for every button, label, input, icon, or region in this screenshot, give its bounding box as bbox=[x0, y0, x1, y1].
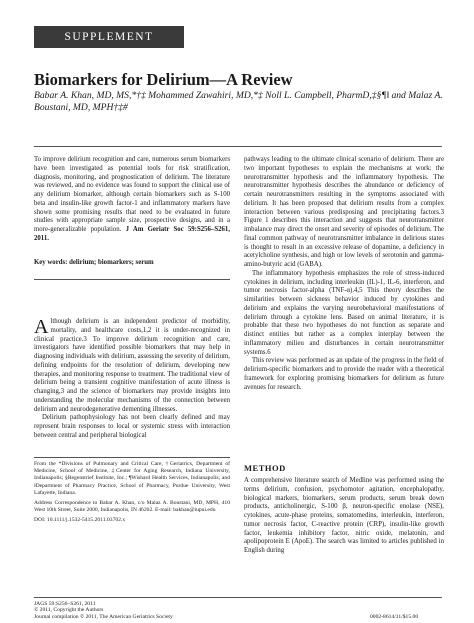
doi-note: DOI: 10.1111/j.1532-5415.2011.03702.x bbox=[34, 517, 126, 524]
footnotes bbox=[34, 457, 230, 528]
drop-cap: A bbox=[34, 316, 49, 338]
abstract-divider bbox=[34, 279, 230, 280]
journal-footer bbox=[34, 601, 173, 620]
method-heading: METHOD bbox=[244, 463, 286, 473]
footnote-divider bbox=[34, 457, 230, 458]
intro-paragraph-4: The inflammatory hypothesis emphasizes the role of stress-induced cytokines in delirium, including interleukin (IL)-1, IL-6, interferon, and tumor necrosis factor-alpha (TNF-α).4,5 This theory describes the similarities between sickness behavior induced by cytokines and delirium and explains the varying neurobehavioral manifestations of delirium through a cytokine lens. Based on animal literature, it is probable that these two hypotheses do not function as separate and distinct entities but rather as a complex interplay between the inflammatory milieu and disturbances in certain neurotransmitter systems.6 bbox=[244, 269, 444, 356]
author-list: Babar A. Khan, MD, MS,*†‡ Mohammed Zawahiri, MD,*‡ Noll L. Campbell, PharmD,‡§¶‖ and Malaz A. Boustani, MD, MPH†‡# bbox=[34, 90, 443, 113]
issn-price: 0002-8614/11/$15.00 bbox=[370, 614, 419, 620]
method-section bbox=[244, 477, 444, 592]
abstract-text: To improve delirium recognition and care, numerous serum biomarkers have been investigated as potential tools for risk stratification, diagnosis, monitoring, and prognostication of delirium. The literature was reviewed, and no evidence was found to support the clinical use of any delirium biomarker, although certain biomarkers such as S-100 beta and insulin-like growth factor-1 and inflammatory markers have shown some promising results that need to be evaluated in future studies with appropriate sample size, prospective designs, and in a more-generalizable population. bbox=[34, 156, 230, 233]
article-title: Biomarkers for Delirium—A Review bbox=[34, 70, 293, 89]
method-paragraph: A comprehensive literature search of Medline was performed using the terms delirium, confusion, psychomotor agitation, encephalopathy, biological markers, biomarkers, serum products, serum break down products, anticholinergic, S-100 β, neuron-specific enolase (NSE), cytokines, acute-phase proteins, somatomedins, interleukin, interferon, tumor necrosis factor, C-reactive protein (CRP), insulin-like growth factor, leukemia inhibitory factor, nitric oxide, melatonin, and apolipoprotein E (ApoE). The search was limited to articles published in English during bbox=[244, 477, 444, 554]
correspondence-note: Address Correspondence to Babar A. Khan, c/o Malaz A. Boustani, MD, MPH, 410 West 10th Street, Suite 2000, Indianapolis, IN 46202. E-mail: bakhan@iupui.edu bbox=[34, 500, 230, 514]
intro-left-column bbox=[34, 318, 230, 448]
header-divider bbox=[34, 146, 442, 147]
intro-paragraph-3: pathways leading to the ultimate clinical scenario of delirium. There are two important hypotheses to explain the mechanisms at work: the neurotransmitter hypothesis and the inflammatory hypothesis. The neurotransmitter hypothesis describes the abundance or deficiency of certain neurotransmitters resulting in the symptoms associated with delirium. It has been proposed that delirium results from a complex interaction between various predisposing and precipitating factors.3 Figure 1 describes this interaction and suggests that neurotransmitter imbalance may direct the onset and severity of episodes of delirium. The final common pathway of neurotransmitter imbalance in delirious states is thought to result in an excessive release of dopamine, a deficiency in acetylcholine synthesis, and high or low levels of serotonin and gamma-amino-butyric acid (GABA). bbox=[244, 156, 444, 268]
abstract bbox=[34, 156, 230, 256]
intro-right-column bbox=[244, 156, 444, 456]
footer-divider bbox=[34, 597, 442, 598]
abstract-citation: J Am Geriatr Soc 59:S256–S261, 2011. bbox=[34, 226, 230, 242]
intro-paragraph-1: lthough delirium is an independent predictor of morbidity, mortality, and healthcare costs,1,2 it is under-recognized in clinical practice.3 To improve delirium recognition and care, investigators have identified possible biomarkers that may help in diagnosing individuals with delirium, assessing the severity of delirium, defining endpoints for the resolution of delirium, developing new therapies, and monitoring response to treatment. The traditional view of delirium being a transient cognitive manifestation of acute illness is changing,3 and the science of biomarkers may provide insights into understanding the molecular mechanisms of the connection between delirium and neurodegenerative dementing illnesses. bbox=[34, 318, 230, 413]
affiliations-note: From the *Divisions of Pulmonary and Critical Care, †Geriatrics, Department of Medicine, School of Medicine, ‡Center for Aging Research, Indiana University, Indianapolis; §Regenstrief Institute, Inc.; ¶Wishard Health Services, Indianapolis; and ‖Department of Pharmacy Practice, School of Pharmacy, Purdue University, West Lafayette, Indiana. bbox=[34, 461, 230, 496]
compilation-line: Journal compilation © 2011, The American Geriatrics Society bbox=[34, 613, 173, 620]
intro-paragraph-5: This review was performed as an update of the progress in the field of delirium-specific biomarkers and to provide the reader with a theoretical framework for exploring promising biomarkers for delirium as future avenues for research. bbox=[244, 357, 444, 391]
journal-reference: JAGS 59:S256–S261, 2011 bbox=[34, 601, 96, 607]
intro-paragraph-2: Delirium pathophysiology has not been clearly defined and may represent brain responses to local or systemic stress with interaction between central and peripheral biological bbox=[34, 414, 230, 439]
keywords: Key words: delirium; biomarkers; serum bbox=[34, 259, 154, 266]
copyright-line: © 2011, Copyright the Authors bbox=[34, 607, 104, 614]
supplement-banner: SUPPLEMENT bbox=[34, 26, 184, 48]
